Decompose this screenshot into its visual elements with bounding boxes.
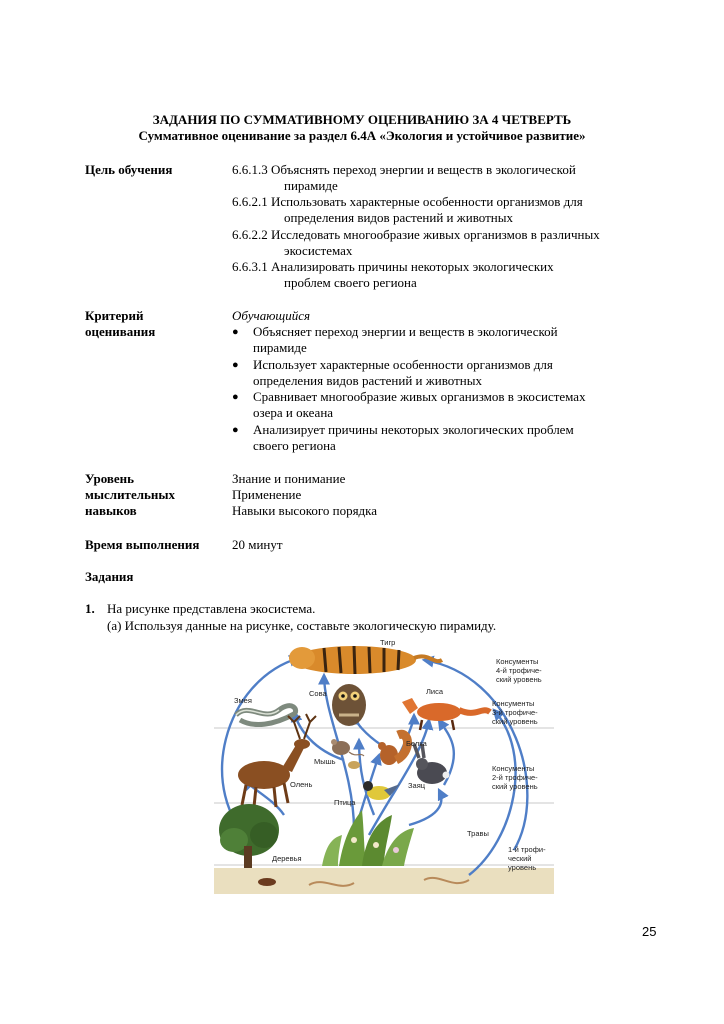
thinking-value-2: Применение: [232, 487, 302, 502]
goal-item-1-line2: пирамиде: [284, 178, 338, 193]
question-number: 1.: [85, 601, 95, 616]
goal-item-4-line1: 6.6.3.1 Анализировать причины некоторых экологических: [232, 259, 554, 274]
page-number: 25: [642, 924, 657, 939]
goal-item-3-line2: экосистемах: [284, 243, 353, 258]
label-grass: Травы: [467, 829, 489, 838]
thinking-value-1: Знание и понимание: [232, 471, 346, 486]
criteria-item-4-line2: своего региона: [253, 438, 336, 453]
fox-icon: [402, 698, 490, 730]
level4-line3: ский уровень: [496, 675, 542, 684]
soil-layer: [214, 868, 554, 894]
criteria-item-2-line2: определения видов растений и животных: [253, 373, 482, 388]
label-snake: Змея: [234, 696, 252, 705]
level1-line1: 1-й трофи-: [508, 845, 546, 854]
question-text: На рисунке представлена экосистема.: [107, 601, 316, 616]
label-owl: Сова: [309, 689, 327, 698]
level4-line2: 4-й трофиче-: [496, 666, 542, 675]
level2-line1: Консументы: [492, 764, 535, 773]
label-fox: Лиса: [426, 687, 444, 696]
criteria-label-line2: оценивания: [85, 324, 156, 339]
level3-line3: ский уровень: [492, 717, 538, 726]
level3-line2: 3-й трофиче-: [492, 708, 538, 717]
level2-line3: ский уровень: [492, 782, 538, 791]
thinking-label-line1: Уровень: [85, 471, 135, 486]
goal-item-2-line1: 6.6.2.1 Использовать характерные особенности организмов для: [232, 194, 583, 209]
seeds-icon: [348, 761, 360, 769]
label-trees: Деревья: [272, 854, 302, 863]
bullet-icon: ●: [232, 326, 239, 338]
page-title: ЗАДАНИЯ ПО СУММАТИВНОМУ ОЦЕНИВАНИЮ ЗА 4 ЧЕТВЕРТЬ: [152, 112, 572, 127]
label-tiger: Тигр: [380, 640, 396, 647]
label-mouse: Мышь: [314, 757, 336, 766]
goal-item-1-line1: 6.6.1.3 Объяснять переход энергии и веществ в экологической: [232, 162, 576, 177]
time-value: 20 минут: [232, 537, 283, 552]
criteria-item-3-line1: Сравнивает многообразие живых организмов в экосистемах: [253, 389, 586, 404]
page-subtitle: Суммативное оценивание за раздел 6.4А «Экология и устойчивое развитие»: [138, 128, 586, 143]
goal-item-3-line1: 6.6.2.2 Исследовать многообразие живых организмов в различных: [232, 227, 600, 242]
level1-line3: уровень: [508, 863, 537, 872]
squirrel-icon: [378, 734, 408, 765]
label-squirrel: Белка: [406, 739, 427, 748]
goal-label: Цель обучения: [85, 162, 173, 177]
bullet-icon: ●: [232, 391, 239, 403]
criteria-item-3-line2: озера и океана: [253, 405, 334, 420]
criteria-item-2-line1: Использует характерные особенности организмов для: [253, 357, 553, 372]
criteria-learner: Обучающийся: [232, 308, 311, 323]
thinking-label-line3: навыков: [85, 503, 137, 518]
tree-icon: [219, 804, 279, 868]
thinking-label-line2: мыслительных: [85, 487, 176, 502]
goal-item-2-line2: определения видов растений и животных: [284, 210, 513, 225]
criteria-label-line1: Критерий: [85, 308, 144, 323]
ecosystem-figure: [214, 640, 554, 896]
criteria-item-1-line2: пирамиде: [253, 340, 307, 355]
criteria-item-1-line1: Объясняет переход энергии и веществ в экологической: [253, 324, 558, 339]
time-label: Время выполнения: [85, 537, 200, 552]
bullet-icon: ●: [232, 424, 239, 436]
label-bird: Птица: [334, 798, 356, 807]
grass-icon: [322, 810, 414, 866]
goal-item-4-line2: проблем своего региона: [284, 275, 417, 290]
criteria-item-4-line1: Анализирует причины некоторых экологических проблем: [253, 422, 574, 437]
snake-icon: [236, 706, 296, 725]
tasks-heading: Задания: [85, 569, 134, 584]
owl-icon: [332, 684, 366, 726]
question-part-a: (a) Используя данные на рисунке, составьте экологическую пирамиду.: [107, 618, 497, 633]
tiger-icon: [289, 646, 442, 674]
level4-line1: Консументы: [496, 657, 539, 666]
level2-line2: 2-й трофиче-: [492, 773, 538, 782]
bullet-icon: ●: [232, 359, 239, 371]
thinking-value-3: Навыки высокого порядка: [232, 503, 378, 518]
label-deer: Олень: [290, 780, 313, 789]
level3-line1: Консументы: [492, 699, 535, 708]
label-hare: Заяц: [408, 781, 426, 790]
level1-line2: ческий: [508, 854, 532, 863]
